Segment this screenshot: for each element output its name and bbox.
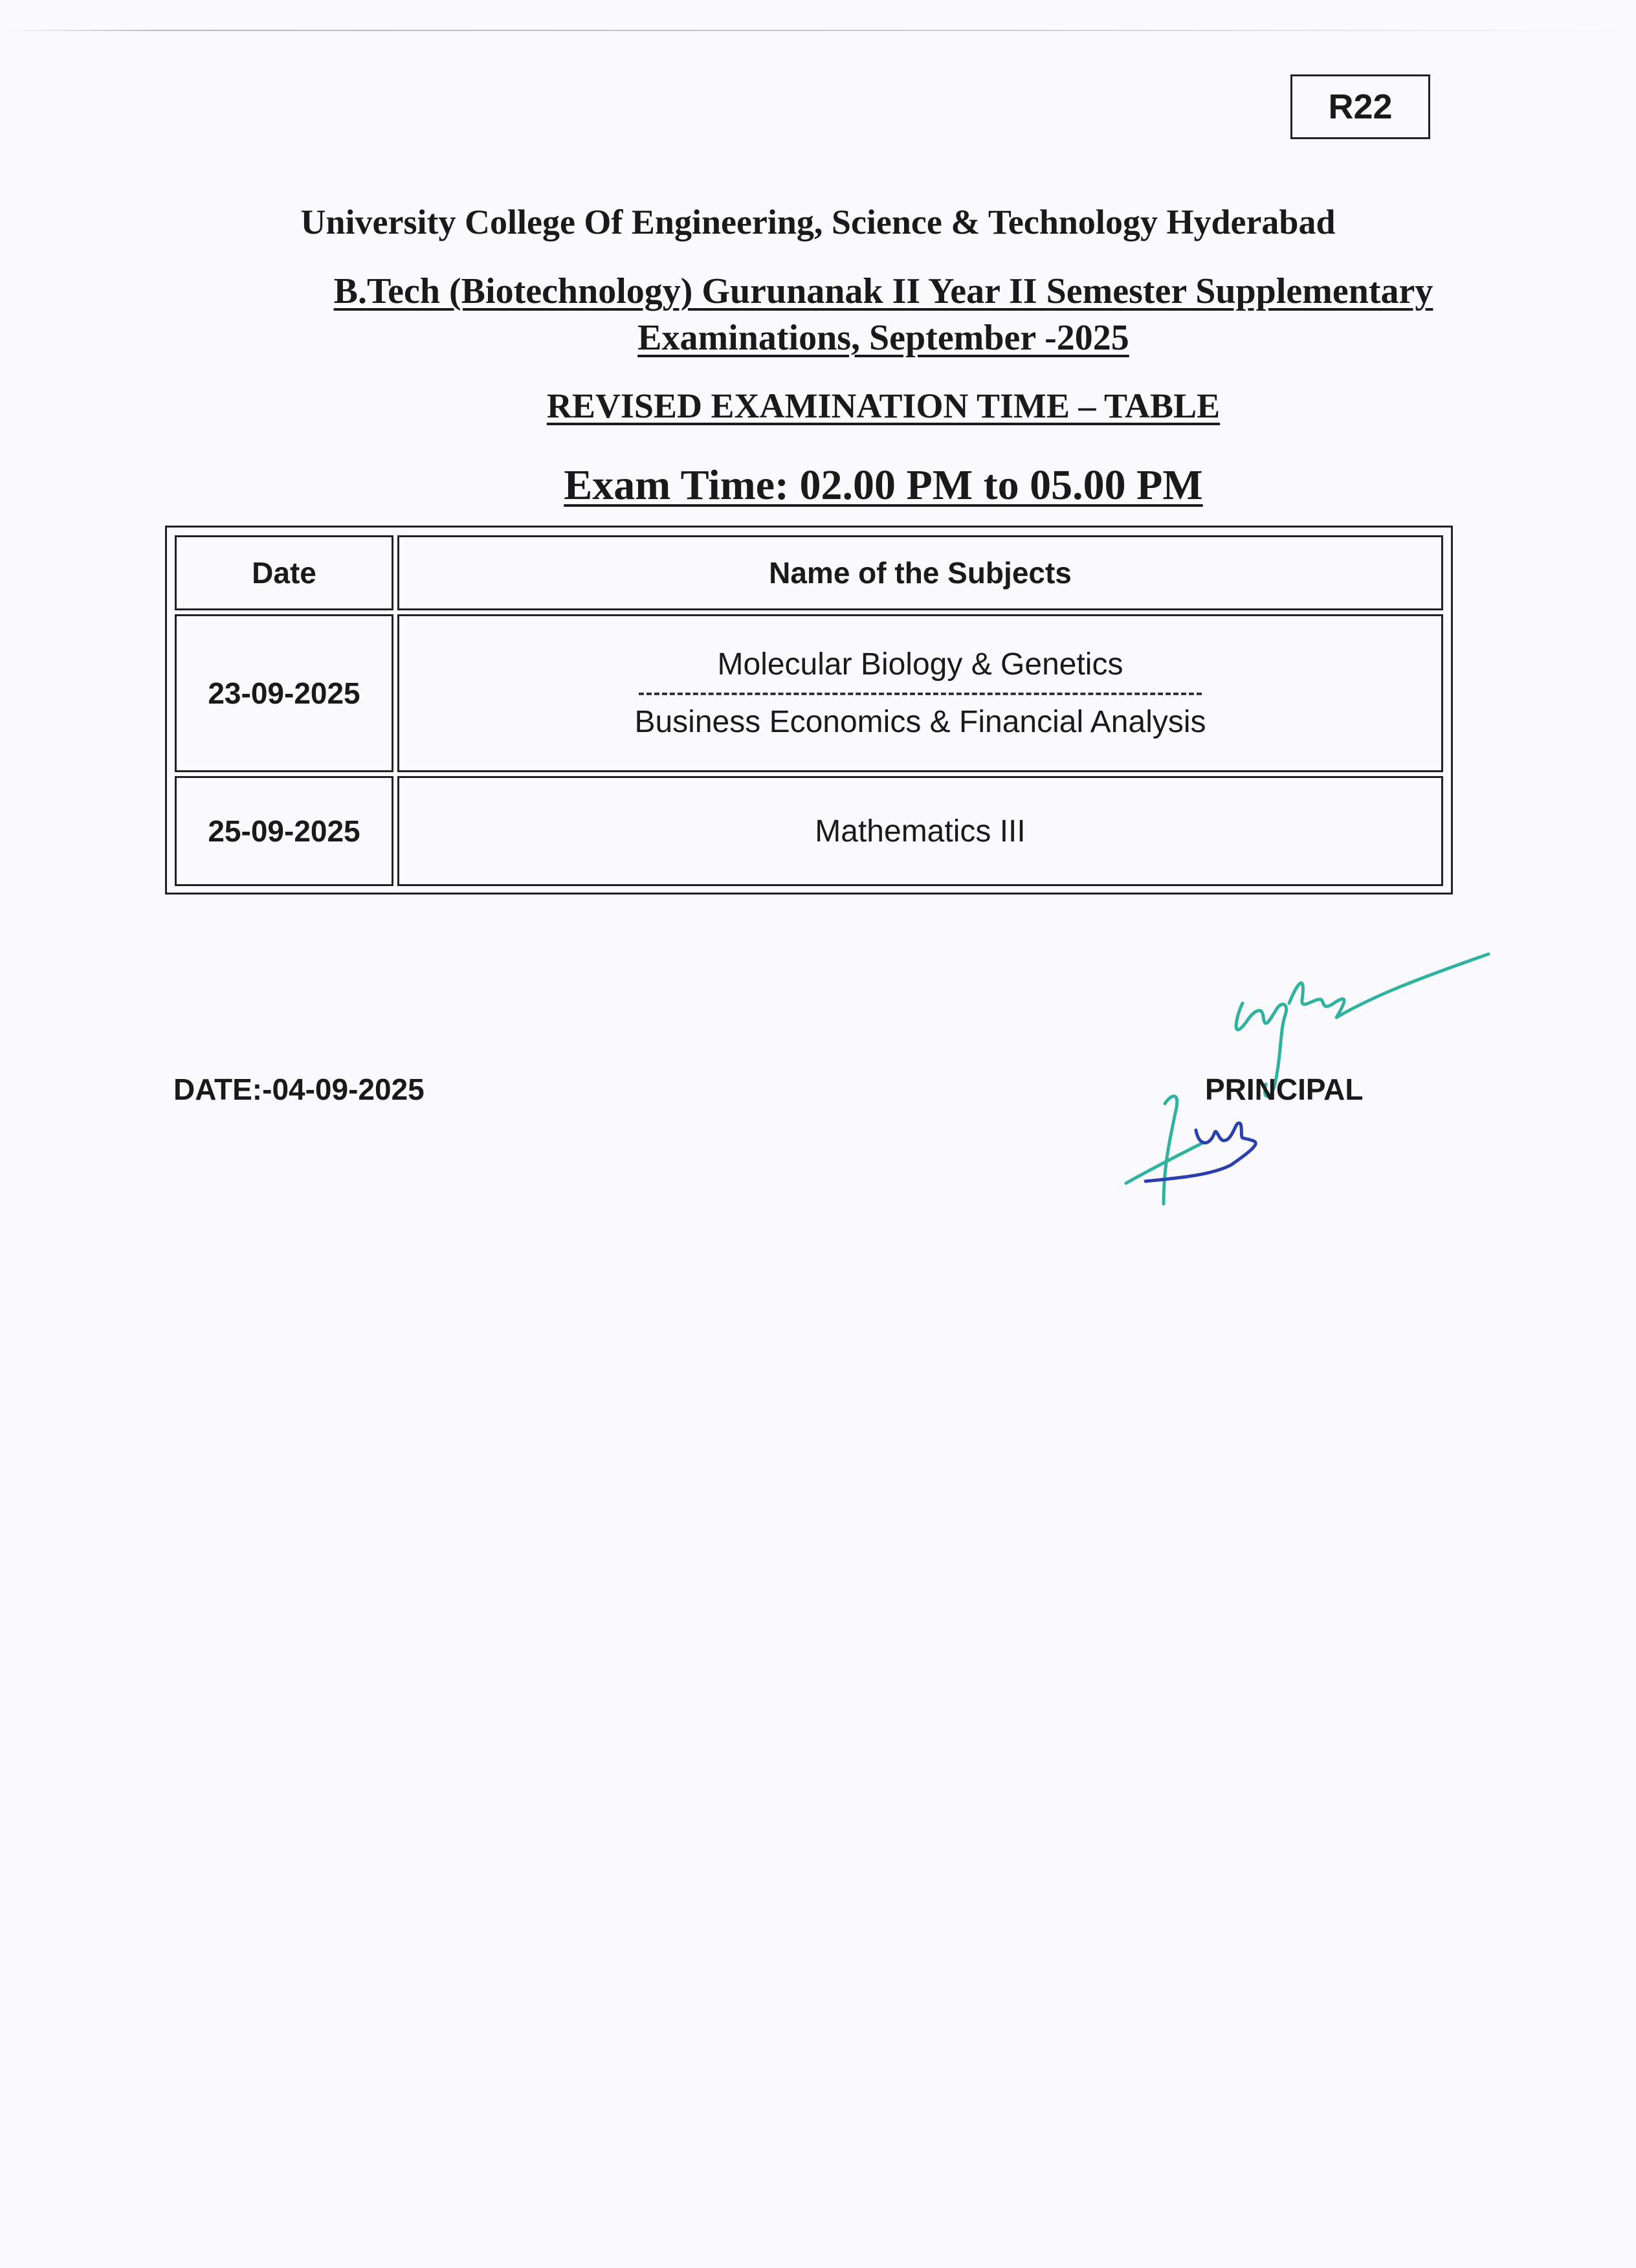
signature-stroke-teal: [1126, 1096, 1204, 1204]
table-row: [175, 776, 1443, 886]
date-cell: 25-09-2025: [175, 776, 393, 886]
timetable: [165, 526, 1453, 895]
column-header-subjects: Name of the Subjects: [397, 535, 1443, 610]
issue-date: DATE:-04-09-2025: [173, 1073, 425, 1106]
timetable-grid: [171, 531, 1447, 890]
regulation-badge: R22: [1290, 74, 1430, 139]
subject-separator: [639, 693, 1202, 695]
college-name: University College Of Engineering, Science & Technology Hyderabad: [300, 203, 1336, 241]
date-cell: 23-09-2025: [175, 614, 393, 772]
exam-period: Examinations, September -2025: [637, 318, 1129, 358]
subject-name: Molecular Biology & Genetics: [717, 647, 1123, 682]
table-row: [175, 614, 1443, 772]
subjects-cell: [397, 614, 1443, 772]
subject-name: Mathematics III: [815, 814, 1026, 849]
document-title: REVISED EXAMINATION TIME – TABLE: [546, 386, 1221, 425]
subject-name: Business Economics & Financial Analysis: [634, 705, 1206, 739]
column-header-date: Date: [175, 535, 393, 610]
scan-page-edge: [0, 30, 1636, 31]
exam-time: Exam Time: 02.00 PM to 05.00 PM: [564, 461, 1203, 509]
subjects-cell: [397, 776, 1443, 886]
program-title: B.Tech (Biotechnology) Gurunanak II Year II Semester Supplementary: [333, 271, 1433, 311]
table-header-row: [175, 535, 1443, 610]
signatory-title: PRINCIPAL: [1205, 1073, 1364, 1106]
signature-stroke-blue: [1145, 1123, 1255, 1181]
